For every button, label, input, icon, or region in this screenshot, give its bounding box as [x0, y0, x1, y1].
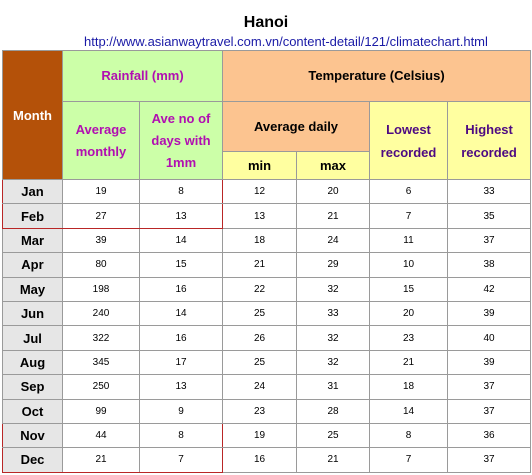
min-cell: 13 [223, 204, 297, 228]
table-row [3, 448, 531, 472]
avg-monthly-cell: 240 [63, 301, 140, 325]
days-cell: 16 [140, 277, 223, 301]
table-row [3, 204, 531, 228]
table-row [3, 350, 531, 374]
avg-monthly-cell: 345 [63, 350, 140, 374]
days-cell: 9 [140, 399, 223, 423]
avg-monthly-cell: 250 [63, 375, 140, 399]
avg-monthly-cell: 21 [63, 448, 140, 472]
highest-cell: 36 [448, 423, 531, 447]
highest-cell: 33 [448, 180, 531, 204]
avg-monthly-cell: 322 [63, 326, 140, 350]
lowest-cell: 7 [370, 448, 448, 472]
avg-monthly-cell: 198 [63, 277, 140, 301]
avg-monthly-header: Average monthly [63, 102, 140, 180]
lowest-cell: 23 [370, 326, 448, 350]
highest-recorded-header: Highest recorded [448, 102, 531, 180]
max-cell: 21 [297, 448, 370, 472]
month-cell: Feb [3, 204, 63, 228]
table-row [3, 399, 531, 423]
max-cell: 31 [297, 375, 370, 399]
lowest-cell: 8 [370, 423, 448, 447]
lowest-recorded-header: Lowest recorded [370, 102, 448, 180]
highest-cell: 38 [448, 253, 531, 277]
lowest-cell: 18 [370, 375, 448, 399]
month-cell: Apr [3, 253, 63, 277]
highest-cell: 42 [448, 277, 531, 301]
month-cell: Jan [3, 180, 63, 204]
table-row [3, 277, 531, 301]
days-cell: 13 [140, 204, 223, 228]
min-cell: 22 [223, 277, 297, 301]
avg-monthly-cell: 44 [63, 423, 140, 447]
lowest-cell: 21 [370, 350, 448, 374]
max-cell: 20 [297, 180, 370, 204]
min-cell: 18 [223, 228, 297, 252]
highest-cell: 39 [448, 301, 531, 325]
highest-cell: 35 [448, 204, 531, 228]
days-cell: 14 [140, 301, 223, 325]
min-cell: 23 [223, 399, 297, 423]
avg-daily-header: Average daily [223, 102, 370, 152]
max-cell: 33 [297, 301, 370, 325]
month-cell: Jul [3, 326, 63, 350]
month-cell: Dec [3, 448, 63, 472]
table-row [3, 228, 531, 252]
min-cell: 19 [223, 423, 297, 447]
min-header: min [223, 152, 297, 180]
highest-cell: 37 [448, 448, 531, 472]
max-cell: 32 [297, 277, 370, 301]
source-url: http://www.asianwaytravel.com.vn/content-detail/121/climatechart.html [84, 34, 488, 49]
days-cell: 15 [140, 253, 223, 277]
table-row [3, 253, 531, 277]
table-row [3, 301, 531, 325]
min-cell: 12 [223, 180, 297, 204]
month-cell: Jun [3, 301, 63, 325]
month-cell: Sep [3, 375, 63, 399]
rainfall-header: Rainfall (mm) [63, 51, 223, 102]
avg-monthly-cell: 27 [63, 204, 140, 228]
table-row [3, 326, 531, 350]
table-row [3, 180, 531, 204]
ave-days-header: Ave no of days with 1mm [140, 102, 223, 180]
lowest-cell: 20 [370, 301, 448, 325]
table-body [3, 180, 531, 473]
days-cell: 14 [140, 228, 223, 252]
table-row [3, 375, 531, 399]
highest-cell: 37 [448, 399, 531, 423]
month-cell: Nov [3, 423, 63, 447]
lowest-cell: 15 [370, 277, 448, 301]
avg-monthly-cell: 39 [63, 228, 140, 252]
lowest-cell: 10 [370, 253, 448, 277]
lowest-cell: 6 [370, 180, 448, 204]
max-cell: 32 [297, 326, 370, 350]
month-cell: May [3, 277, 63, 301]
temperature-header: Temperature (Celsius) [223, 51, 531, 102]
days-cell: 13 [140, 375, 223, 399]
max-cell: 32 [297, 350, 370, 374]
max-cell: 21 [297, 204, 370, 228]
highest-cell: 37 [448, 228, 531, 252]
max-cell: 24 [297, 228, 370, 252]
month-cell: Aug [3, 350, 63, 374]
max-cell: 29 [297, 253, 370, 277]
max-cell: 25 [297, 423, 370, 447]
highest-cell: 39 [448, 350, 531, 374]
page-title: Hanoi [243, 14, 289, 31]
min-cell: 16 [223, 448, 297, 472]
table-row [3, 423, 531, 447]
avg-monthly-cell: 99 [63, 399, 140, 423]
days-cell: 8 [140, 180, 223, 204]
climate-table [2, 50, 531, 473]
avg-monthly-cell: 19 [63, 180, 140, 204]
max-header: max [297, 152, 370, 180]
min-cell: 25 [223, 301, 297, 325]
month-cell: Mar [3, 228, 63, 252]
days-cell: 8 [140, 423, 223, 447]
lowest-cell: 7 [370, 204, 448, 228]
lowest-cell: 11 [370, 228, 448, 252]
highest-cell: 37 [448, 375, 531, 399]
min-cell: 24 [223, 375, 297, 399]
days-cell: 16 [140, 326, 223, 350]
min-cell: 26 [223, 326, 297, 350]
min-cell: 21 [223, 253, 297, 277]
max-cell: 28 [297, 399, 370, 423]
highest-cell: 40 [448, 326, 531, 350]
days-cell: 7 [140, 448, 223, 472]
days-cell: 17 [140, 350, 223, 374]
month-header: Month [3, 51, 63, 180]
avg-monthly-cell: 80 [63, 253, 140, 277]
min-cell: 25 [223, 350, 297, 374]
month-cell: Oct [3, 399, 63, 423]
lowest-cell: 14 [370, 399, 448, 423]
